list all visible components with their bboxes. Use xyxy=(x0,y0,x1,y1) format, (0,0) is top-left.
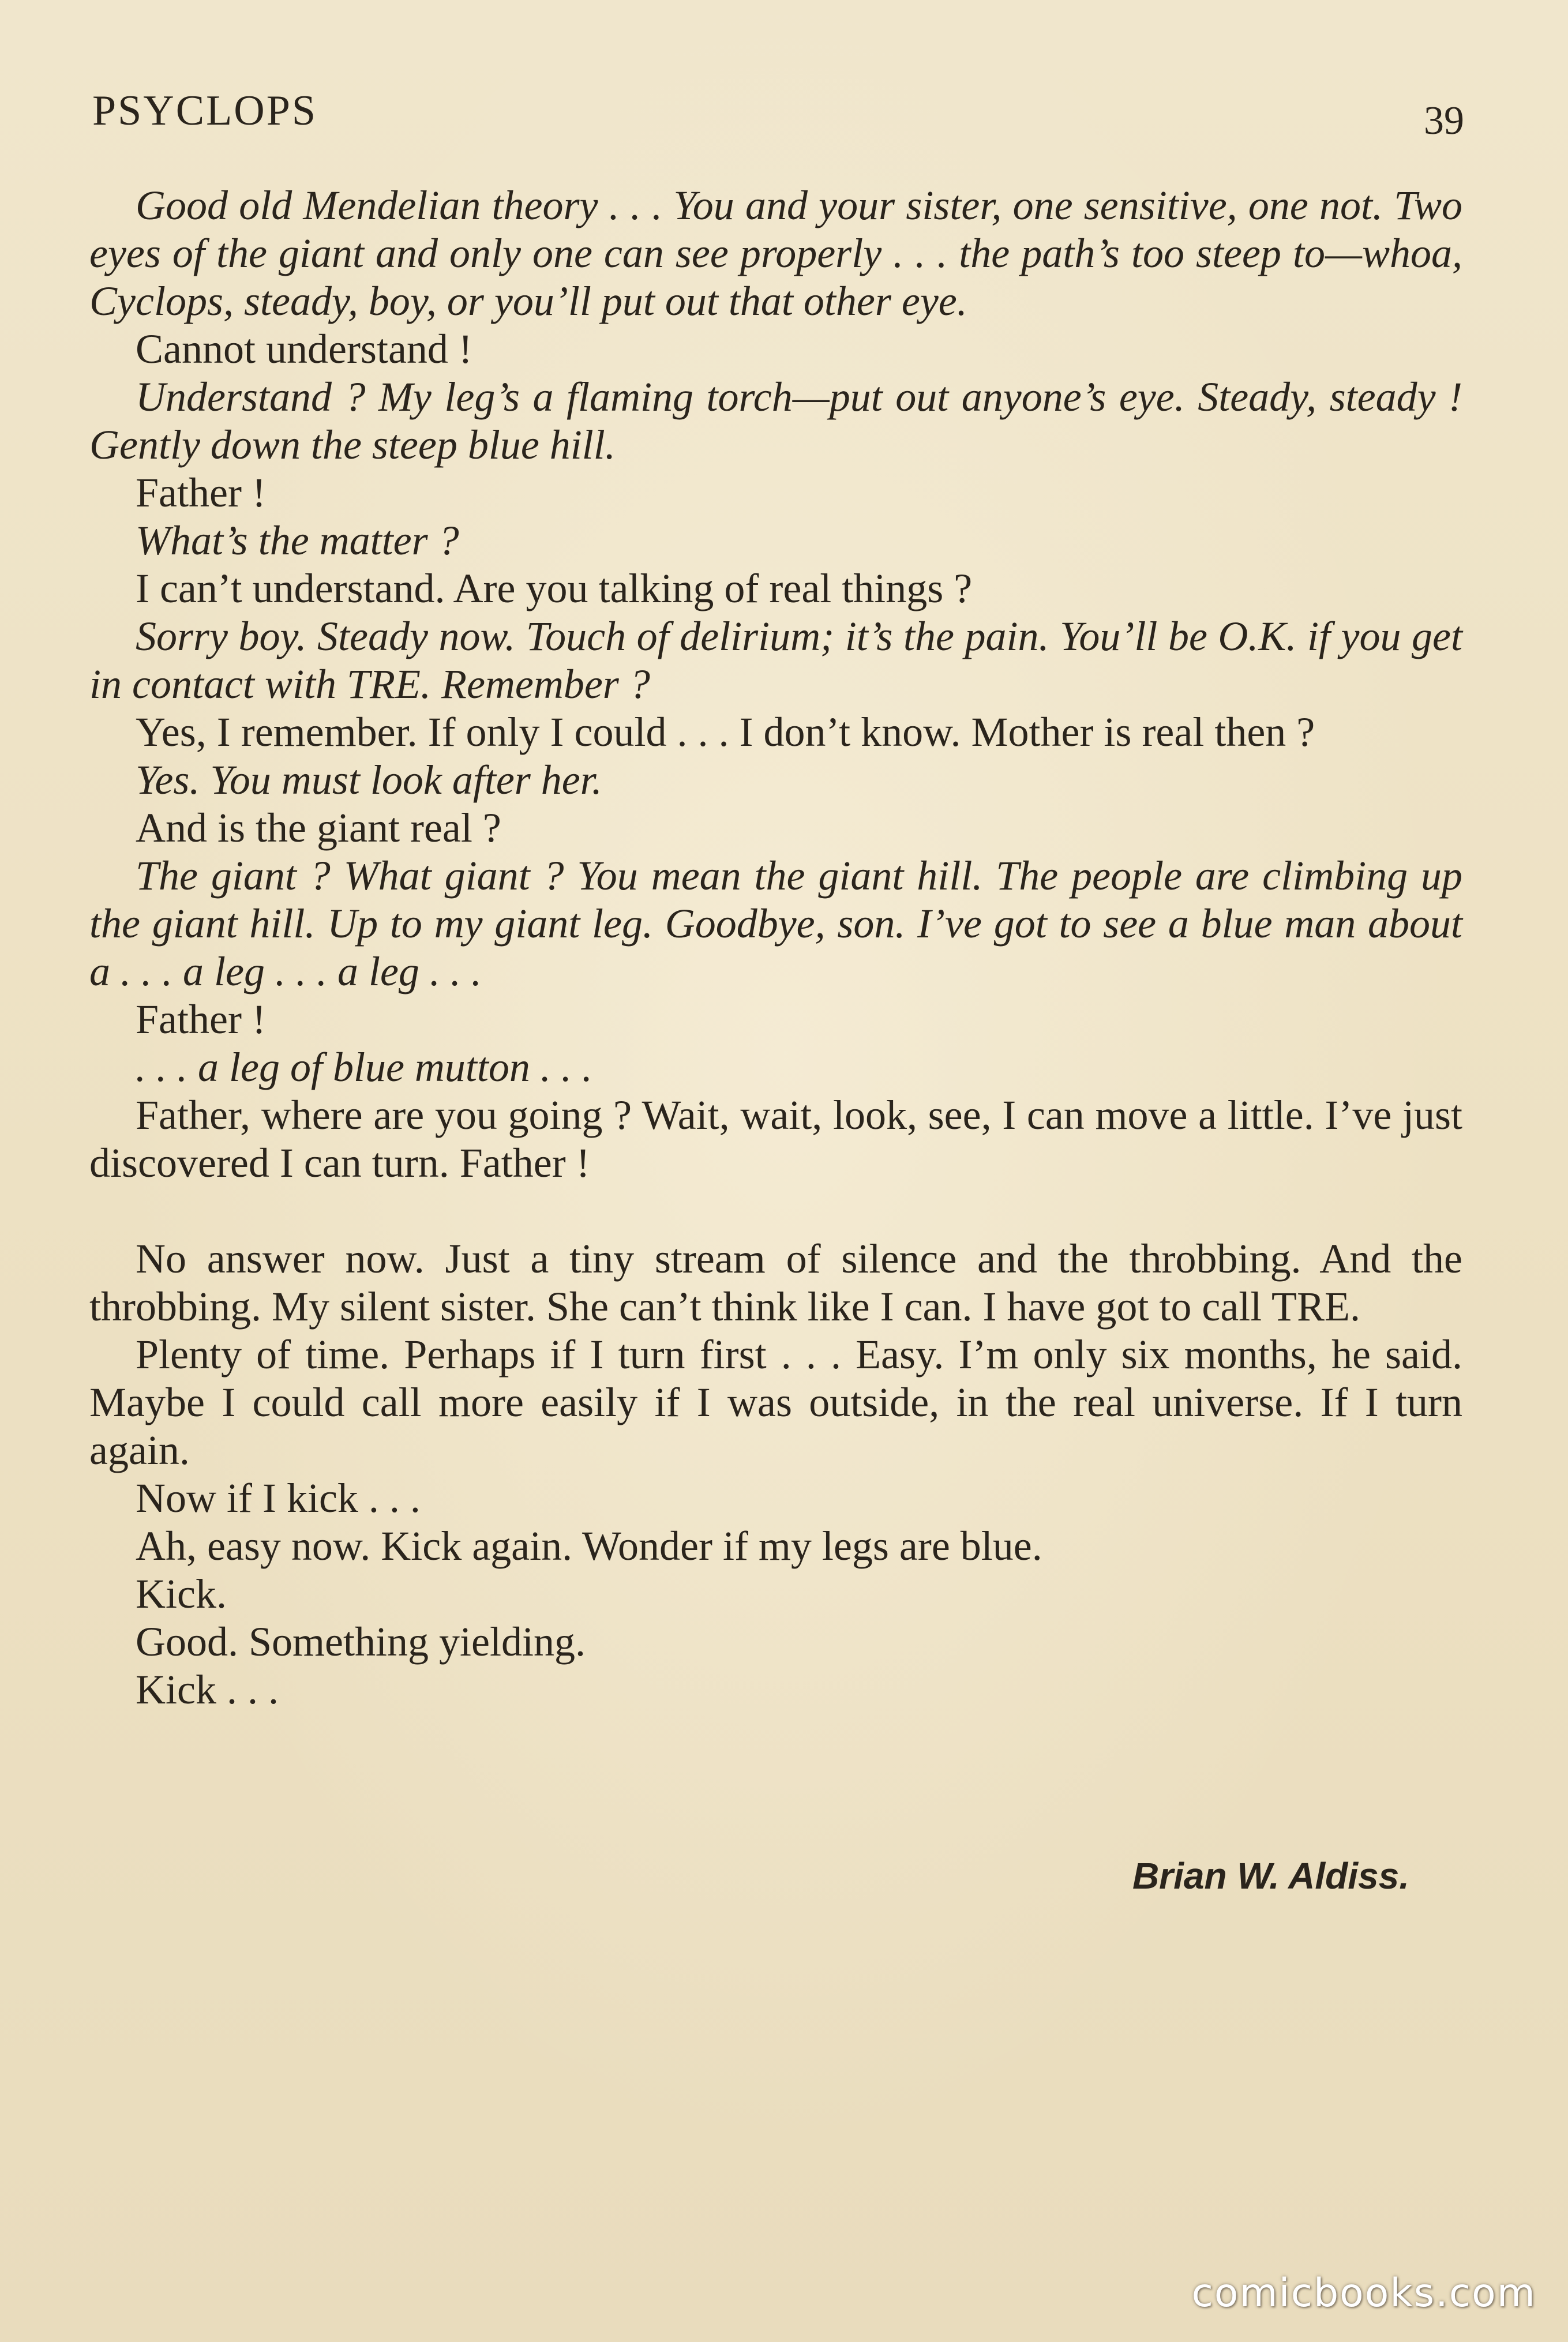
paragraph: Plenty of time. Perhaps if I turn first . . . Easy. I’m only six months, he said. Maybe I could call more easily if I was outside, in the real universe. If I turn again. xyxy=(89,1331,1462,1473)
paragraph: Father, where are you going ? Wait, wait, look, see, I can move a little. I’ve just discovered I can turn. Father ! xyxy=(89,1092,1462,1186)
paragraph: Ah, easy now. Kick again. Wonder if my legs are blue. xyxy=(136,1523,1042,1569)
paragraph: Kick . . . xyxy=(136,1667,279,1713)
page-number: 39 xyxy=(1424,99,1464,143)
running-head: PSYCLOPS xyxy=(92,87,318,134)
paragraph: Sorry boy. Steady now. Touch of delirium; it’s the pain. You’ll be O.K. if you get in contact with TRE. Remember ? xyxy=(89,613,1462,707)
paragraph: Good old Mendelian theory . . . You and your sister, one sensitive, one not. Two eyes of the giant and only one can see properly . . . the path’s too steep to—whoa, Cyclops, steady, boy, or you’ll put out that other eye. xyxy=(89,182,1462,324)
paragraph: Father ! xyxy=(136,996,266,1042)
paragraph: Now if I kick . . . xyxy=(136,1475,421,1521)
section-break xyxy=(89,1187,1462,1235)
author-signature: Brian W. Aldiss. xyxy=(1132,1855,1409,1897)
paragraph: Yes, I remember. If only I could . . . I don’t know. Mother is real then ? xyxy=(136,709,1315,755)
paragraph: Understand ? My leg’s a flaming torch—put out anyone’s eye. Steady, steady ! Gently down the steep blue hill. xyxy=(89,374,1462,468)
paragraph: And is the giant real ? xyxy=(136,805,501,851)
paragraph: Father ! xyxy=(136,470,266,516)
paragraph: The giant ? What giant ? You mean the giant hill. The people are climbing up the giant hill. Up to my giant leg. Goodbye, son. I’ve got to see a blue man about a . . . a leg . . . a leg . . . xyxy=(89,853,1462,994)
paragraph: Cannot understand ! xyxy=(136,326,472,372)
paragraph: Yes. You must look after her. xyxy=(136,757,602,803)
story-text xyxy=(89,182,1462,1714)
paragraph: Good. Something yielding. xyxy=(136,1619,586,1665)
paragraph: Kick. xyxy=(136,1571,227,1617)
paragraph: No answer now. Just a tiny stream of silence and the throbbing. And the throbbing. My silent sister. She can’t think like I can. I have got to call TRE. xyxy=(89,1236,1462,1330)
paragraph: . . . a leg of blue mutton . . . xyxy=(136,1044,592,1090)
paragraph: What’s the matter ? xyxy=(136,517,459,564)
site-watermark: comicbooks.com xyxy=(1191,2270,1536,2316)
paragraph: I can’t understand. Are you talking of real things ? xyxy=(136,565,973,611)
